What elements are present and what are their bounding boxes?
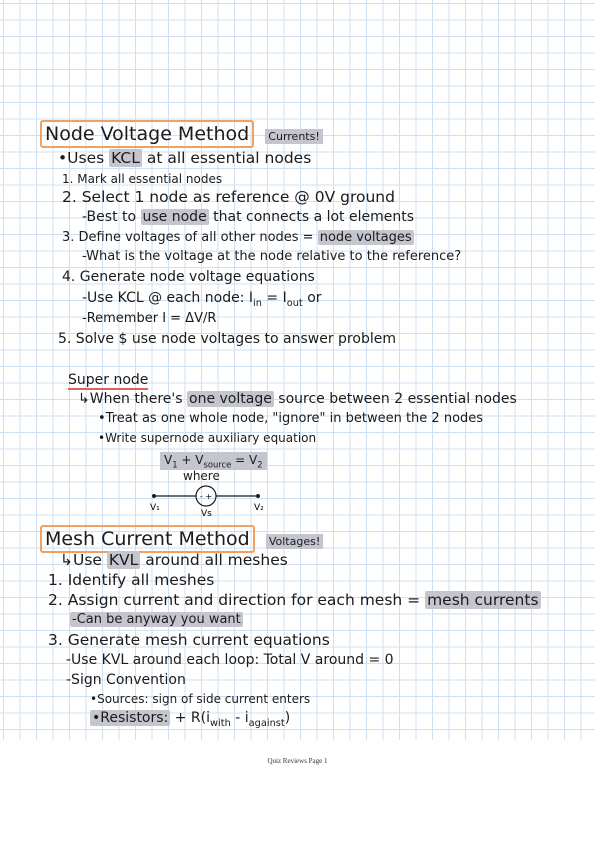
kvl-prefix: ↳Use <box>60 551 107 569</box>
use-node-highlight: use node <box>142 209 207 225</box>
voltage-source-diagram <box>146 482 276 518</box>
node-voltage-title: Node Voltage Method <box>40 120 254 148</box>
with-sub: with <box>210 717 231 729</box>
step2-sub-suffix: that connects a lot elements <box>208 209 415 225</box>
supernode-title-text: Super node <box>68 372 149 388</box>
i-out-sub: out <box>286 297 303 309</box>
against-sub: against <box>248 717 285 729</box>
mesh-step-3-sub1: -Use KVL around each loop: Total V around = 0 <box>66 652 394 668</box>
uses-prefix: •Uses <box>58 149 110 167</box>
mesh-heading-line <box>40 530 323 549</box>
one-voltage-highlight: one voltage <box>189 391 272 407</box>
node-step-1: 1. Mark all essential nodes <box>62 172 223 186</box>
eq-v1: V <box>164 453 173 467</box>
node-step-4-sub2: -Remember I = ΔV/R <box>82 311 217 326</box>
node-step-3-sub: -What is the voltage at the node relative to the reference? <box>82 249 462 264</box>
eq-equals-v: = V <box>231 453 258 467</box>
node-heading-line <box>40 125 323 144</box>
uses-kcl-line <box>58 151 311 167</box>
step2-sub-prefix: -Best to <box>82 209 141 225</box>
supernode-equation <box>160 452 267 470</box>
minus-i: - i <box>230 710 249 726</box>
node-step-4: 4. Generate node voltage equations <box>62 269 315 285</box>
uses-suffix: at all essential nodes <box>141 149 312 167</box>
kcl-highlight: KCL <box>111 149 140 167</box>
mesh-step-3: 3. Generate mesh current equations <box>48 631 330 649</box>
node-step-3 <box>62 231 414 244</box>
source-polarity: - + <box>199 492 213 501</box>
mesh-step-3-sub3: •Sources: sign of side current enters <box>90 692 311 706</box>
or-text: or <box>302 290 322 306</box>
mesh-step-3-sub2: -Sign Convention <box>66 672 186 688</box>
supernode-line-2: •Treat as one whole node, "ignore" in between the 2 nodes <box>98 411 484 426</box>
kvl-suffix: around all meshes <box>140 551 288 569</box>
mesh-step-3-sub4 <box>90 711 290 729</box>
line1-prefix: ↳When there's <box>78 391 188 407</box>
eq-source-sub: source <box>203 459 232 470</box>
node-step-2-sub <box>82 210 414 224</box>
supernode-line-1 <box>78 392 517 406</box>
mesh-step-2 <box>48 593 541 609</box>
node-step-2: 2. Select 1 node as reference @ 0V ground <box>62 188 395 206</box>
eq-plus-v: + V <box>177 453 204 467</box>
node-step-5: 5. Solve $ use node voltages to answer problem <box>58 331 396 347</box>
mesh-currents-highlight: mesh currents <box>427 591 539 609</box>
node-voltages-highlight: node voltages <box>319 230 412 245</box>
supernode-line-3: •Write supernode auxiliary equation <box>98 431 317 445</box>
where-label: where <box>183 469 220 483</box>
mesh-step-2-sub <box>70 613 243 626</box>
v1-label: V₁ <box>150 503 160 513</box>
v2-label: V₂ <box>254 503 264 513</box>
supernode-title <box>68 373 148 387</box>
currents-tag: Currents! <box>265 129 322 144</box>
resistor-rule: + R(i <box>170 710 210 726</box>
i-in-sub: in <box>253 297 262 309</box>
voltages-tag: Voltages! <box>266 534 323 549</box>
equals-i: = I <box>261 290 287 306</box>
close-paren: ) <box>284 710 291 726</box>
step3-prefix: 3. Define voltages of all other nodes = <box>62 230 318 245</box>
vs-label: Vs <box>201 509 212 518</box>
line1-suffix: source between 2 essential nodes <box>273 391 517 407</box>
kcl-each-node: -Use KCL @ each node: I <box>82 290 253 306</box>
anyway-highlight: -Can be anyway you want <box>72 612 241 627</box>
kvl-highlight: KVL <box>108 551 139 569</box>
mesh-step2-prefix: 2. Assign current and direction for each mesh = <box>48 591 426 609</box>
use-kvl-line <box>60 553 288 569</box>
v2-node-dot <box>256 494 260 498</box>
page-footer: Quiz Reviews Page 1 <box>267 757 328 765</box>
eq-v2-sub: 2 <box>257 459 263 470</box>
node-step-4-sub1 <box>82 291 322 309</box>
mesh-current-title: Mesh Current Method <box>40 525 255 553</box>
mesh-step-1: 1. Identify all meshes <box>48 571 215 589</box>
resistors-highlight: •Resistors: <box>92 710 169 726</box>
eq-v1-sub: 1 <box>172 459 178 470</box>
